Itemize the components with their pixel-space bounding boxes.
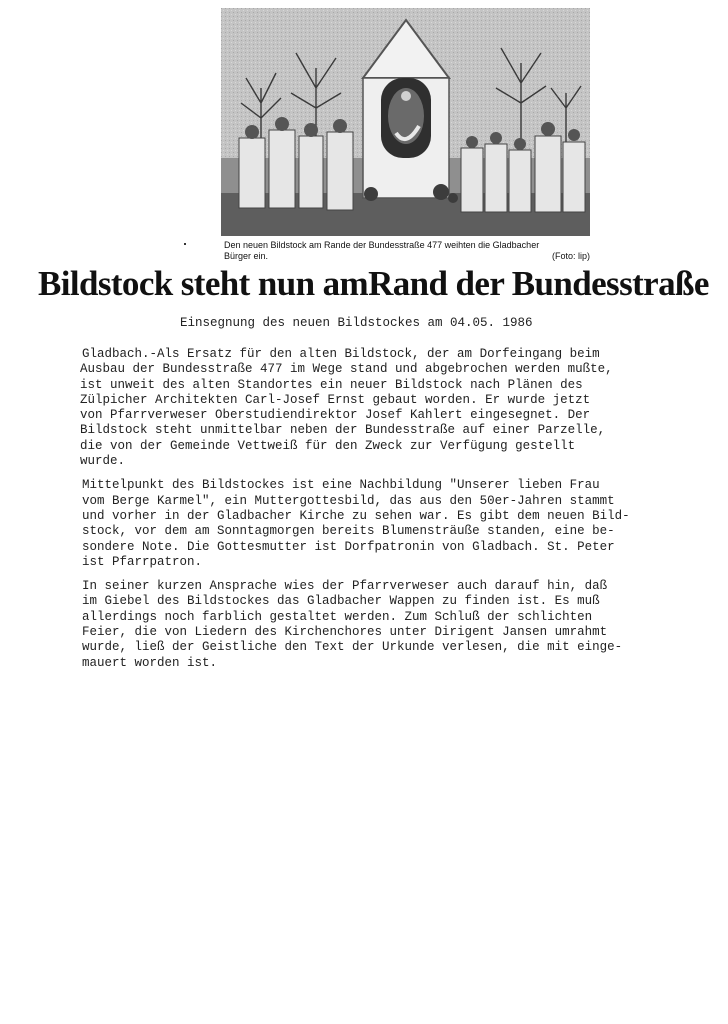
paragraph-3 [82,579,722,671]
caption-line-2: Bürger ein. [224,251,269,261]
photo-credit: (Foto: lip) [551,251,590,261]
body-line: wurde, ließ der Geistliche den Text der Urkunde verlesen, die mit einge- [82,640,623,655]
body-line: allerdings noch farblich gestaltet werden. Zum Schluß der schlichten [82,609,593,624]
caption-line-1: Den neuen Bildstock am Rande der Bundesstraße 477 weihten die Gladbacher [224,240,540,250]
body-line: die von der Gemeinde Vettweiß für den Zweck zur Verfügung gestellt [80,438,576,453]
caption-line-2-row [224,251,590,262]
body-line: Ausbau der Bundesstraße 477 im Wege stand und abgebrochen werden mußte, [80,362,613,377]
body-line: Zülpicher Architekten Carl-Josef Ernst gebaut worden. Er wurde jetzt [80,392,591,407]
body-line: stock, vor dem am Sonntagmorgen bereits Blumensträuße standen, eine be- [82,524,615,539]
body-line: von Pfarrverweser Oberstudiendirektor Josef Kahlert eingesegnet. Der [80,408,591,423]
body-line: vom Berge Karmel", ein Muttergottesbild, das aus den 50er-Jahren stammt [82,493,615,508]
body-line: Bildstock steht unmittelbar neben der Bundesstraße auf einer Parzelle, [80,423,606,438]
paragraph-1 [82,347,722,469]
article-headline: Bildstock steht nun amRand der Bundesstraße [38,264,709,303]
body-line: ist Pfarrpatron. [82,554,203,569]
paragraph-2 [82,478,722,570]
body-line: im Giebel des Bildstockes das Gladbacher Wappen zu finden ist. Es muß [82,594,600,609]
chapel-photo-illustration [221,8,590,236]
body-line: In seiner kurzen Ansprache wies der Pfarrverweser auch darauf hin, daß [82,579,608,594]
body-line: Feier, die von Liedern des Kirchenchores unter Dirigent Jansen umrahmt [82,625,608,640]
photo-caption [224,240,590,262]
body-line: ist unweit des alten Standortes ein neuer Bildstock nach Plänen des [80,377,583,392]
body-line: sondere Note. Die Gottesmutter ist Dorfpatronin von Gladbach. St. Peter [82,539,615,554]
article-body [82,347,722,680]
news-photo [221,8,590,236]
article-subheadline: Einsegnung des neuen Bildstockes am 04.05. 1986 [180,316,533,330]
body-line: wurde. [80,454,126,469]
caption-marker [184,243,186,245]
body-line: mauert worden ist. [82,655,218,670]
body-line: Gladbach.-Als Ersatz für den alten Bildstock, der am Dorfeingang beim [82,347,600,361]
body-line: Mittelpunkt des Bildstockes ist eine Nachbildung "Unserer lieben Frau [82,478,600,493]
body-line: und vorher in der Gladbacher Kirche zu sehen war. Es gibt dem neuen Bild- [82,508,630,523]
